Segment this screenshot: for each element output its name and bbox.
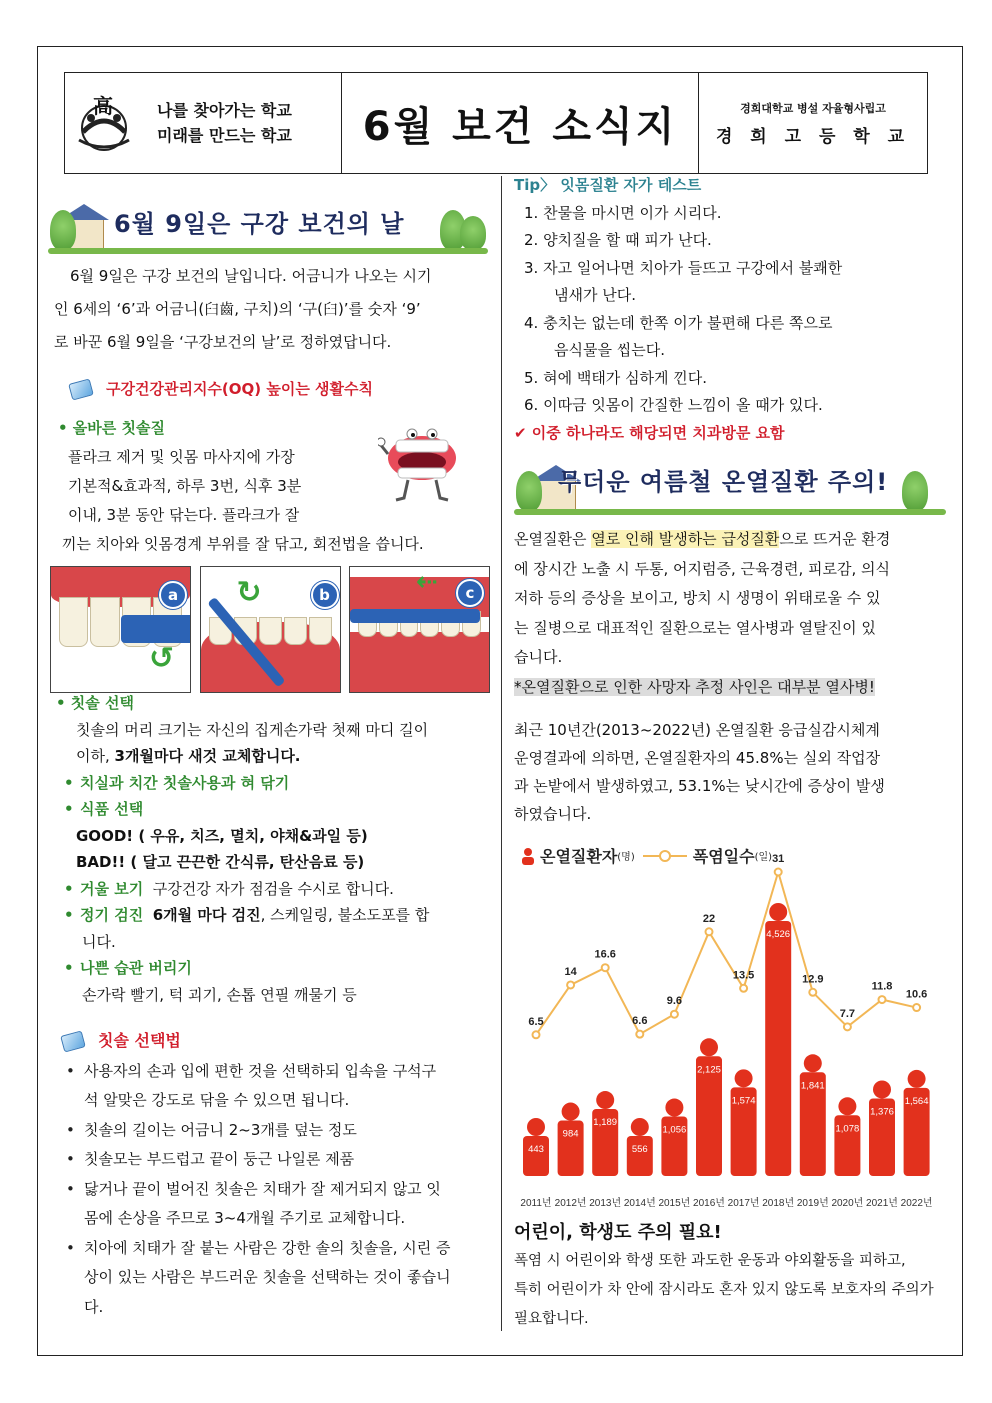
heat-banner <box>514 461 946 515</box>
tree-icon <box>516 471 542 511</box>
intro-line: 로 바꾼 6월 9일을 ‘구강보건의 날’로 정하였답니다. <box>54 333 392 351</box>
bullet: • <box>66 1238 75 1257</box>
child-line: 폭염 시 어린이와 학생 또한 과도한 운동과 야외활동을 피하고, <box>514 1253 906 1269</box>
chart-line-point <box>533 1031 540 1038</box>
tip-item: 3. 자고 일어나면 치아가 들뜨고 구강에서 불쾌한 <box>524 258 843 277</box>
mirror-label: 거울 보기 <box>80 879 144 898</box>
chart-line-point <box>809 989 816 996</box>
chart-x-tick-label: 2021년 <box>866 1198 898 1209</box>
chart-x-tick-label: 2016년 <box>693 1198 725 1209</box>
chart-line-label: 14 <box>564 965 577 978</box>
chart-x-tick-label: 2011년 <box>520 1198 552 1209</box>
bullet: • <box>64 906 74 924</box>
brushing-method-images <box>50 566 490 693</box>
chart-bar-head <box>908 1070 926 1088</box>
heat-paragraph <box>514 525 946 702</box>
bullet: • <box>66 1179 75 1198</box>
select-item <box>48 1057 488 1116</box>
chart-x-tick-label: 2022년 <box>900 1198 933 1209</box>
select-list <box>48 1057 488 1323</box>
tree-icon <box>902 471 928 511</box>
intro-line: 인 6세의 ‘6’과 어금니(臼齒, 구치)의 ‘구(臼)’를 숫자 ‘9’ <box>54 300 421 318</box>
school-name: 경 희 고 등 학 교 <box>715 126 911 147</box>
chart-bar-label: 1,574 <box>731 1095 756 1107</box>
food-title: 식품 선택 <box>80 800 144 818</box>
toothbrush-title: • 칫솔 선택 <box>56 694 134 712</box>
stat-paragraph <box>514 716 946 828</box>
heat-note-text: *온열질환으로 인한 사망자 추정 사인은 대부분 열사병! <box>514 677 875 696</box>
chart-x-tick-label: 2019년 <box>796 1198 829 1209</box>
bullet: • <box>66 1150 75 1168</box>
chart-line-point <box>844 1023 851 1030</box>
chart-line-label: 11.8 <box>871 980 893 993</box>
chart-bar-head <box>700 1038 718 1056</box>
child-section <box>514 1218 954 1334</box>
heat-highlight: 열로 인해 발생하는 급성질환 <box>591 530 780 548</box>
select-title: 칫솔 선택법 <box>98 1031 181 1050</box>
checkup-bold: 6개월 마다 검진 <box>152 906 261 924</box>
chart-bar-label: 1,189 <box>593 1117 618 1129</box>
chart-bar-head <box>838 1097 856 1115</box>
chart-line-label: 13.5 <box>732 969 755 982</box>
floss-text: 치실과 치간 칫솔사용과 혀 닦기 <box>80 773 290 792</box>
brushing-line: 이내, 3분 동안 닦는다. 플라크가 잘 <box>68 506 300 524</box>
page-title: 6월 보건 소식지 <box>362 103 678 150</box>
slogan <box>157 98 292 148</box>
chart-x-tick-label: 2014년 <box>623 1198 656 1209</box>
chart-line-point <box>706 928 713 935</box>
heat-text: 온열질환은 <box>514 530 592 548</box>
chart-bar-head <box>804 1054 822 1072</box>
oq-title: 구강건강관리지수(OQ) 높이는 생활수칙 <box>106 380 374 398</box>
chart-bar-label: 1,841 <box>800 1080 825 1092</box>
chart-bar-label: 2,125 <box>697 1064 721 1076</box>
chart-bar <box>765 921 791 1176</box>
slogan-line-2: 미래를 만드는 학교 <box>157 126 292 145</box>
chart-line-label: 6.5 <box>528 1015 544 1028</box>
replace-emphasis: 3개월마다 새것 교체합니다. <box>114 747 301 765</box>
pencil-icon <box>60 1030 86 1052</box>
gum <box>350 632 489 692</box>
grass-line <box>48 248 488 254</box>
chart-line-label: 7.7 <box>839 1007 856 1020</box>
chart-line-point <box>740 985 747 992</box>
brushing-line: 끼는 치아와 잇몸경계 부위를 잘 닦고, 회전법을 씁니다. <box>62 535 424 553</box>
toothbrush-line-text: 이하, <box>76 747 115 765</box>
chart-bar-head <box>665 1099 683 1117</box>
chart-line-label: 16.6 <box>594 948 616 961</box>
bullet: • <box>66 1061 75 1080</box>
oral-day-banner <box>48 200 488 254</box>
heat-line: 에 장시간 노출 시 두통, 어지럼증, 근육경련, 피로감, 의식 <box>514 559 890 578</box>
checkup-text: , 스케일링, 불소도포를 합 <box>260 906 430 924</box>
left-column-lower <box>48 690 488 1322</box>
select-line: 사용자의 손과 입에 편한 것을 선택하되 입속을 구석구 <box>84 1061 437 1080</box>
heat-line: 저하 등의 증상을 보이고, 방치 시 생명이 위태로울 수 있 <box>514 589 881 607</box>
select-line: 석 알맞은 강도로 닦을 수 있으면 됩니다. <box>84 1091 350 1109</box>
chart-bar-head <box>769 903 787 921</box>
school-logo-icon <box>69 92 139 154</box>
brushing-image-a <box>50 566 191 693</box>
intro-line: 6월 9일은 구강 보건의 날입니다. 어금니가 나오는 시기 <box>70 267 432 285</box>
label-badge: a <box>159 581 187 609</box>
stat-line: 운영결과에 의하면, 온열질환자의 45.8%는 실외 작업장 <box>514 749 881 767</box>
tip-item: 5. 혀에 백태가 심하게 낀다. <box>524 368 708 387</box>
mirror-text: 구강건강 자가 점검을 수시로 합니다. <box>152 879 394 898</box>
tip-title: Tip〉 잇몸질환 자가 테스트 <box>514 176 702 194</box>
chart-bar-label: 1,376 <box>870 1106 894 1118</box>
mirror-item <box>48 876 488 903</box>
chart-line-label: 9.6 <box>666 995 683 1008</box>
brushing-title: • 올바른 칫솔질 <box>58 419 165 437</box>
intro-paragraph <box>48 260 488 359</box>
brushing-line: 기본적&효과적, 하루 3번, 식후 3분 <box>68 477 302 495</box>
chart-bar-head <box>873 1080 891 1098</box>
chart-line-label: 10.6 <box>905 988 928 1001</box>
chart-line-point <box>602 964 609 971</box>
checkup-label: 정기 검진 <box>80 906 144 924</box>
column-divider <box>501 176 502 1331</box>
back-forth-arrow-icon: ⇠ <box>416 567 438 597</box>
stat-line: 과 논밭에서 발생하였고, 53.1%는 낮시간에 증상이 발생 <box>514 777 885 795</box>
banner-title: 6월 9일은 구강 보건의 날 <box>114 210 405 238</box>
heat-text: 으로 뜨거운 환경 <box>779 530 891 548</box>
label-badge: c <box>456 579 484 607</box>
tip-item: 2. 양치질을 할 때 피가 난다. <box>524 231 712 249</box>
bullet: • <box>64 959 74 977</box>
heat-note <box>514 673 946 703</box>
chart-line-point <box>775 869 782 876</box>
stat-line: 최근 10년간(2013~2022년) 온열질환 응급실감시체계 <box>514 721 880 739</box>
grass-line <box>514 509 946 515</box>
chart-line-label: 6.6 <box>632 1015 648 1028</box>
child-line: 필요합니다. <box>514 1311 589 1327</box>
toothbrush-line: 칫솔의 머리 크기는 자신의 집게손가락 첫째 마디 길이 <box>76 720 429 739</box>
chart-line-point <box>636 1031 643 1038</box>
header-left <box>65 73 342 173</box>
slogan-line-1: 나를 찾아가는 학교 <box>157 101 292 120</box>
stat-line: 하였습니다. <box>514 805 592 823</box>
select-line: 칫솔모는 부드럽고 끝이 둥근 나일론 제품 <box>84 1150 355 1168</box>
select-line: 다. <box>84 1297 104 1316</box>
legend-line-unit: (일) <box>754 852 773 863</box>
chart-line-label: 31 <box>772 853 785 865</box>
select-line: 칫솔의 길이는 어금니 2~3개를 덮는 정도 <box>84 1120 357 1139</box>
tip-list <box>514 200 946 420</box>
header-middle <box>342 73 699 173</box>
tip-item: 6. 이따금 잇몸이 간질한 느낌이 올 때가 있다. <box>524 396 823 414</box>
legend-line-label: 폭염일수 <box>692 847 755 866</box>
chart-bar-head <box>562 1103 580 1121</box>
select-line: 닳거나 끝이 벌어진 칫솔은 치태가 잘 제거되지 않고 잇 <box>84 1179 441 1198</box>
chart-plot <box>508 842 948 1214</box>
bullet: • <box>64 773 74 792</box>
chart-bar <box>523 1136 549 1176</box>
select-line: 치아에 치태가 잘 붙는 사람은 강한 솔의 칫솔을, 시린 증 <box>84 1238 451 1257</box>
checkup-item <box>48 902 488 929</box>
heat-line <box>514 525 946 555</box>
habit-text: 손가락 빨기, 턱 괴기, 손톱 연필 깨물기 등 <box>82 985 357 1004</box>
food-bad: BAD!! ( 달고 끈끈한 간식류, 탄산음료 등) <box>76 853 365 871</box>
tip-item-cont: 냄새가 난다. <box>554 286 636 304</box>
chart-x-tick-label: 2012년 <box>554 1198 587 1209</box>
checkup-text-2: 니다. <box>82 932 116 951</box>
child-title: 어린이, 학생도 주의 필요! <box>514 1222 722 1243</box>
rotate-arrow-icon: ↺ <box>149 641 175 676</box>
heat-illness-chart <box>508 842 948 1214</box>
heat-line: 습니다. <box>514 648 563 666</box>
tree-icon <box>50 210 76 250</box>
select-line: 몸에 손상을 주므로 3~4개월 주기로 교체합니다. <box>84 1209 406 1227</box>
habit-title: 나쁜 습관 버리기 <box>80 959 192 977</box>
legend-bar-label: 온열질환자 <box>540 847 618 866</box>
chart-bar-label: 1,078 <box>835 1123 860 1135</box>
chart-bar-head <box>527 1118 545 1136</box>
rotate-arrow-icon: ↻ <box>236 575 262 610</box>
toothbrush <box>350 609 480 623</box>
chart-line-point <box>671 1011 678 1018</box>
chart-line-series <box>536 872 917 1035</box>
header <box>64 72 928 174</box>
chart-bar-label: 984 <box>562 1128 579 1140</box>
school-affiliation: 경희대학교 병설 자율형사립고 <box>740 101 886 115</box>
chart-bar-head <box>631 1118 649 1136</box>
tip-item-cont: 음식물을 씹는다. <box>554 341 665 359</box>
child-line: 특히 어린이가 차 안에 잠시라도 혼자 있지 않도록 보호자의 주의가 <box>514 1282 934 1298</box>
toothbrush-line-2 <box>48 743 488 770</box>
heat-line: 는 질병으로 대표적인 질환으로는 열사병과 열탈진이 있 <box>514 618 876 637</box>
chart-bar-head <box>735 1069 753 1087</box>
chart-x-tick-label: 2015년 <box>658 1198 691 1209</box>
chart-x-tick-label: 2013년 <box>589 1198 622 1209</box>
bullet: • <box>64 879 74 898</box>
brushing-image-c <box>349 566 490 693</box>
pencil-icon <box>68 378 94 400</box>
chart-line-point <box>879 996 886 1003</box>
chart-line-point <box>913 1004 920 1011</box>
chart-x-tick-label: 2020년 <box>831 1198 864 1209</box>
food-good: GOOD! ( 우유, 치즈, 멸치, 야채&과일 등) <box>76 826 368 845</box>
tip-warning: ✔ 이중 하나라도 해당되면 치과방문 요함 <box>514 423 785 442</box>
chart-line-label: 22 <box>702 912 716 925</box>
header-right <box>699 73 927 173</box>
tip-item: 1. 찬물을 마시면 이가 시리다. <box>524 203 722 222</box>
oq-heading <box>48 375 488 404</box>
habit-item <box>48 955 488 982</box>
chart-line-point <box>567 981 574 988</box>
legend-bar-unit: (명) <box>617 852 635 863</box>
select-item <box>48 1234 488 1323</box>
chart-line-label: 12.9 <box>802 973 824 986</box>
chart-x-tick-label: 2017년 <box>727 1198 760 1209</box>
bullet: • <box>64 800 74 818</box>
logo-char: 高 <box>93 94 113 118</box>
banner-title: 무더운 여름철 온열질환 주의! <box>558 468 889 496</box>
chart-bar-label: 4,526 <box>766 929 791 940</box>
tip-item: 4. 충치는 없는데 한쪽 이가 불편해 다른 쪽으로 <box>524 313 833 332</box>
toothbrush <box>121 615 191 643</box>
food-item <box>48 796 488 823</box>
chart-bar-label: 443 <box>528 1144 544 1155</box>
chart-bar <box>627 1136 653 1176</box>
brushing-image-b <box>200 566 341 693</box>
chart-bar-label: 556 <box>631 1144 648 1155</box>
select-line: 상이 있는 사람은 부드러운 칫솔을 선택하는 것이 좋습니 <box>84 1268 451 1286</box>
chart-bar-label: 1,564 <box>904 1095 929 1107</box>
floss-item <box>48 770 488 797</box>
label-badge: b <box>311 581 339 609</box>
tree-icon <box>460 216 486 250</box>
right-column <box>514 172 946 828</box>
bullet: • <box>66 1120 75 1139</box>
chart-bar-head <box>596 1091 614 1109</box>
select-item <box>48 1145 488 1175</box>
chart-x-tick-label: 2018년 <box>762 1198 795 1209</box>
teeth-cartoon-icon <box>378 424 462 506</box>
select-item <box>48 1116 488 1146</box>
brushing-line: 플라크 제거 및 잇몸 마사지에 가장 <box>68 448 295 466</box>
chart-bar-label: 1,056 <box>662 1124 687 1136</box>
select-item <box>48 1175 488 1234</box>
select-heading <box>48 1028 488 1055</box>
